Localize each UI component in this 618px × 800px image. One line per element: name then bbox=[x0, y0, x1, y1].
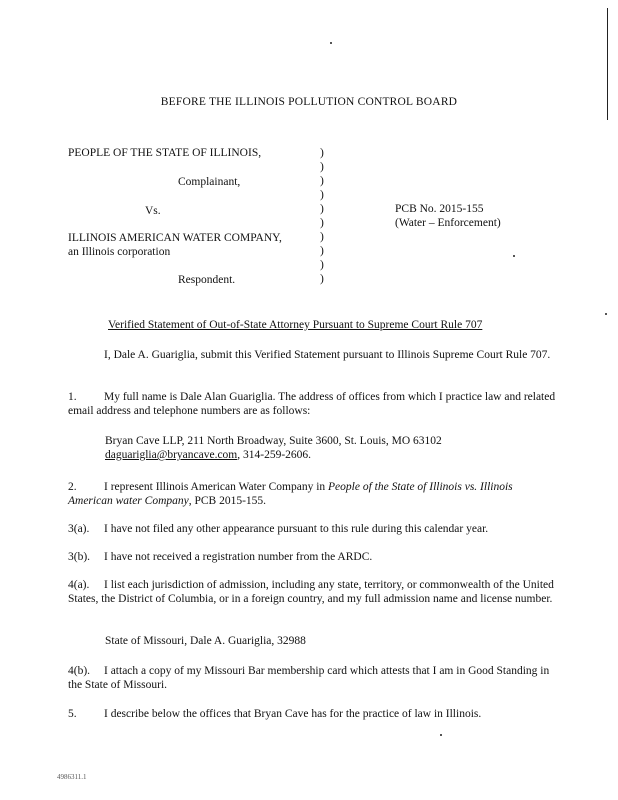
scan-speck bbox=[513, 255, 515, 257]
bracket: ) bbox=[320, 203, 324, 215]
caption-plaintiff: PEOPLE OF THE STATE OF ILLINOIS, bbox=[68, 147, 262, 159]
bracket: ) bbox=[320, 189, 324, 201]
caption-defendant: ILLINOIS AMERICAN WATER COMPANY, bbox=[68, 232, 282, 244]
caption-defendant-desc: an Illinois corporation bbox=[68, 246, 171, 258]
document-title: BEFORE THE ILLINOIS POLLUTION CONTROL BOARD bbox=[160, 96, 458, 108]
item2-text-post: , PCB 2015-155. bbox=[188, 495, 267, 507]
address-contact bbox=[105, 448, 311, 462]
case-type: (Water – Enforcement) bbox=[395, 217, 501, 229]
bracket: ) bbox=[320, 217, 324, 229]
bracket: ) bbox=[320, 231, 324, 243]
bracket: ) bbox=[320, 259, 324, 271]
item2-case-title: People of the State of Illinois vs. Illinois American water Company bbox=[68, 481, 513, 507]
item4a-paragraph bbox=[68, 578, 558, 606]
item2-text-pre: I represent Illinois American Water Company in bbox=[104, 481, 329, 493]
bracket: ) bbox=[320, 175, 324, 187]
item3a-text: I have not filed any other appearance pursuant to this rule during this calendar year. bbox=[104, 523, 489, 535]
bracket: ) bbox=[320, 245, 324, 257]
item1-number: 1. bbox=[68, 391, 77, 403]
item1-paragraph bbox=[68, 390, 558, 418]
item3b-text: I have not received a registration number from the ARDC. bbox=[104, 551, 373, 563]
item2-number: 2. bbox=[68, 481, 77, 493]
address-line1: Bryan Cave LLP, 211 North Broadway, Suite 3600, St. Louis, MO 63102 bbox=[105, 435, 442, 447]
item4a-number: 4(a). bbox=[68, 579, 90, 591]
item2-paragraph bbox=[68, 480, 558, 508]
item5-text: I describe below the offices that Bryan Cave has for the practice of law in Illinois. bbox=[104, 708, 482, 720]
scan-speck bbox=[330, 42, 332, 44]
scan-speck bbox=[605, 313, 607, 315]
bracket: ) bbox=[320, 161, 324, 173]
caption-complainant-role: Complainant, bbox=[178, 176, 241, 188]
scan-speck bbox=[440, 734, 442, 736]
email-link[interactable]: daguariglia@bryancave.com bbox=[105, 449, 238, 461]
item4b-number: 4(b). bbox=[68, 665, 91, 677]
item3b-number: 3(b). bbox=[68, 551, 91, 563]
bracket: ) bbox=[320, 147, 324, 159]
intro-paragraph bbox=[68, 348, 558, 362]
caption-versus: Vs. bbox=[145, 205, 161, 217]
admission-line: State of Missouri, Dale A. Guariglia, 32988 bbox=[105, 635, 306, 647]
bracket: ) bbox=[320, 273, 324, 285]
item4b-paragraph bbox=[68, 664, 558, 692]
footer-doc-code: 4986311.1 bbox=[57, 773, 87, 781]
caption-respondent-role: Respondent. bbox=[178, 274, 236, 286]
item4b-text: I attach a copy of my Missouri Bar membership card which attests that I am in Good Standing in the State of Missouri. bbox=[68, 665, 550, 691]
statement-heading: Verified Statement of Out-of-State Attorney Pursuant to Supreme Court Rule 707 bbox=[108, 319, 483, 331]
item5-number: 5. bbox=[68, 708, 77, 720]
item4a-text: I list each jurisdiction of admission, including any state, territory, or commonwealth of the United States, the District of Columbia, or in a foreign country, and my full admission name and license number. bbox=[68, 579, 554, 605]
phone-text: , 314-259-2606. bbox=[237, 449, 312, 461]
item1-text: My full name is Dale Alan Guariglia. The address of offices from which I practice law and related email address and telephone numbers are as follows: bbox=[68, 391, 556, 417]
intro-text: I, Dale A. Guariglia, submit this Verified Statement pursuant to Illinois Supreme Court Rule 707. bbox=[104, 349, 551, 361]
case-number: PCB No. 2015-155 bbox=[395, 203, 484, 215]
item3a-number: 3(a). bbox=[68, 523, 90, 535]
